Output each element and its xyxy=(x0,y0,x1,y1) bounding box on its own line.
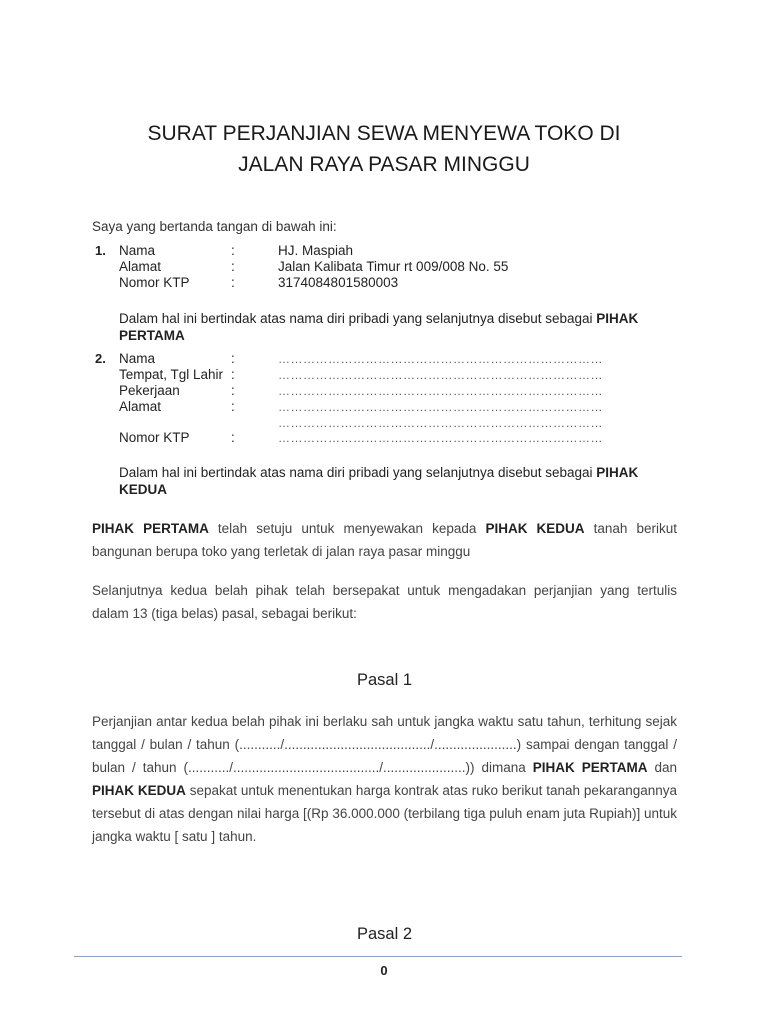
field-colon: : xyxy=(231,383,235,398)
blank-field-dots: …………………………………………………………………… xyxy=(278,431,603,445)
field-colon: : xyxy=(231,399,235,414)
statement-role-b: KEDUA xyxy=(119,482,168,497)
party-2-row-name xyxy=(119,351,603,367)
party-2-row-address-cont xyxy=(119,415,603,431)
field-value: Jalan Kalibata Timur rt 009/008 No. 55 xyxy=(278,259,509,274)
blank-field-dots: …………………………………………………………………… xyxy=(278,368,603,382)
party-first-label: PIHAK PERTAMA xyxy=(92,521,209,536)
statement-role-a: PIHAK xyxy=(596,465,639,480)
party-1-row-name xyxy=(119,243,354,259)
pasal-2-heading: Pasal 2 xyxy=(356,925,413,943)
field-label: Alamat xyxy=(119,399,162,414)
field-colon: : xyxy=(231,259,235,274)
blank-field-dots: …………………………………………………………………… xyxy=(278,384,603,398)
para-text: Perjanjian antar kedua belah pihak ini berlaku sah untuk jangka waktu satu tahun, terhitung sejak tanggal / bulan / tahun (.........../......................................./......................) sampai dengan tanggal / bulan / tahun (.........../......................................./......................)) dimana xyxy=(92,714,677,775)
field-label: Nama xyxy=(119,351,156,366)
party-2-statement xyxy=(119,464,679,498)
field-label: Nomor KTP xyxy=(119,430,190,445)
para-text: dan xyxy=(647,760,677,775)
party-1-number: 1. xyxy=(95,243,106,258)
field-value: HJ. Maspiah xyxy=(278,243,354,258)
party-2-number: 2. xyxy=(95,351,106,366)
field-label: Tempat, Tgl Lahir xyxy=(119,367,224,382)
field-colon: : xyxy=(231,351,235,366)
party-2-row-birth xyxy=(119,367,603,383)
party-2-row-address xyxy=(119,399,603,415)
field-label: Nomor KTP xyxy=(119,275,190,290)
blank-field-dots: …………………………………………………………………… xyxy=(278,352,603,366)
pasal-1-paragraph xyxy=(92,710,677,848)
pasal-1-heading: Pasal 1 xyxy=(356,671,413,689)
statement-text: Dalam hal ini bertindak atas nama diri pribadi yang selanjutnya disebut sebagai xyxy=(119,465,597,480)
party-second-label: PIHAK KEDUA xyxy=(485,521,585,536)
party-1-row-ktp xyxy=(119,275,399,291)
title-line-2: JALAN RAYA PASAR MINGGU xyxy=(238,153,530,176)
party-2-row-job xyxy=(119,383,603,399)
document-title xyxy=(92,118,676,180)
party-2-row-ktp xyxy=(119,430,603,446)
statement-text: Dalam hal ini bertindak atas nama diri pribadi yang selanjutnya disebut sebagai xyxy=(119,311,597,326)
field-label: Alamat xyxy=(119,259,162,274)
field-colon: : xyxy=(231,275,235,290)
page-number: 0 xyxy=(380,963,388,978)
statement-role-b: PERTAMA xyxy=(119,328,185,343)
field-colon: : xyxy=(231,367,235,382)
party-second-label: PIHAK KEDUA xyxy=(92,783,186,798)
party-1-statement xyxy=(119,310,679,344)
field-value: 3174084801580003 xyxy=(278,275,399,290)
field-label: Nama xyxy=(119,243,156,258)
title-line-1: SURAT PERJANJIAN SEWA MENYEWA TOKO DI xyxy=(147,122,621,145)
articles-intro-paragraph: Selanjutnya kedua belah pihak telah bersepakat untuk mengadakan perjanjian yang tertulis dalam 13 (tiga belas) pasal, sebagai berikut: xyxy=(92,583,677,621)
para-text: tanah berikut bangunan berupa toko yang terletak di jalan raya pasar minggu xyxy=(92,521,677,559)
field-colon: : xyxy=(231,243,235,258)
party-1-row-address xyxy=(119,259,509,275)
field-colon: : xyxy=(231,430,235,445)
blank-field-dots: …………………………………………………………………… xyxy=(278,400,603,414)
agreement-paragraph xyxy=(92,517,677,563)
statement-role-a: PIHAK xyxy=(596,311,639,326)
field-label: Pekerjaan xyxy=(119,383,180,398)
blank-field-dots: …………………………………………………………………… xyxy=(278,416,603,430)
intro-text: Saya yang bertanda tangan di bawah ini: xyxy=(92,219,337,234)
para-text: telah setuju untuk menyewakan kepada xyxy=(208,521,486,536)
footer-divider xyxy=(74,956,682,957)
para-text: sepakat untuk menentukan harga kontrak atas ruko berikut tanah pekarangannya tersebut di atas dengan nilai harga [(Rp 36.000.000 (terbilang tiga puluh enam juta Rupiah)] untuk jangka waktu [ satu ] tahun. xyxy=(92,783,677,844)
party-first-label: PIHAK PERTAMA xyxy=(532,760,648,775)
